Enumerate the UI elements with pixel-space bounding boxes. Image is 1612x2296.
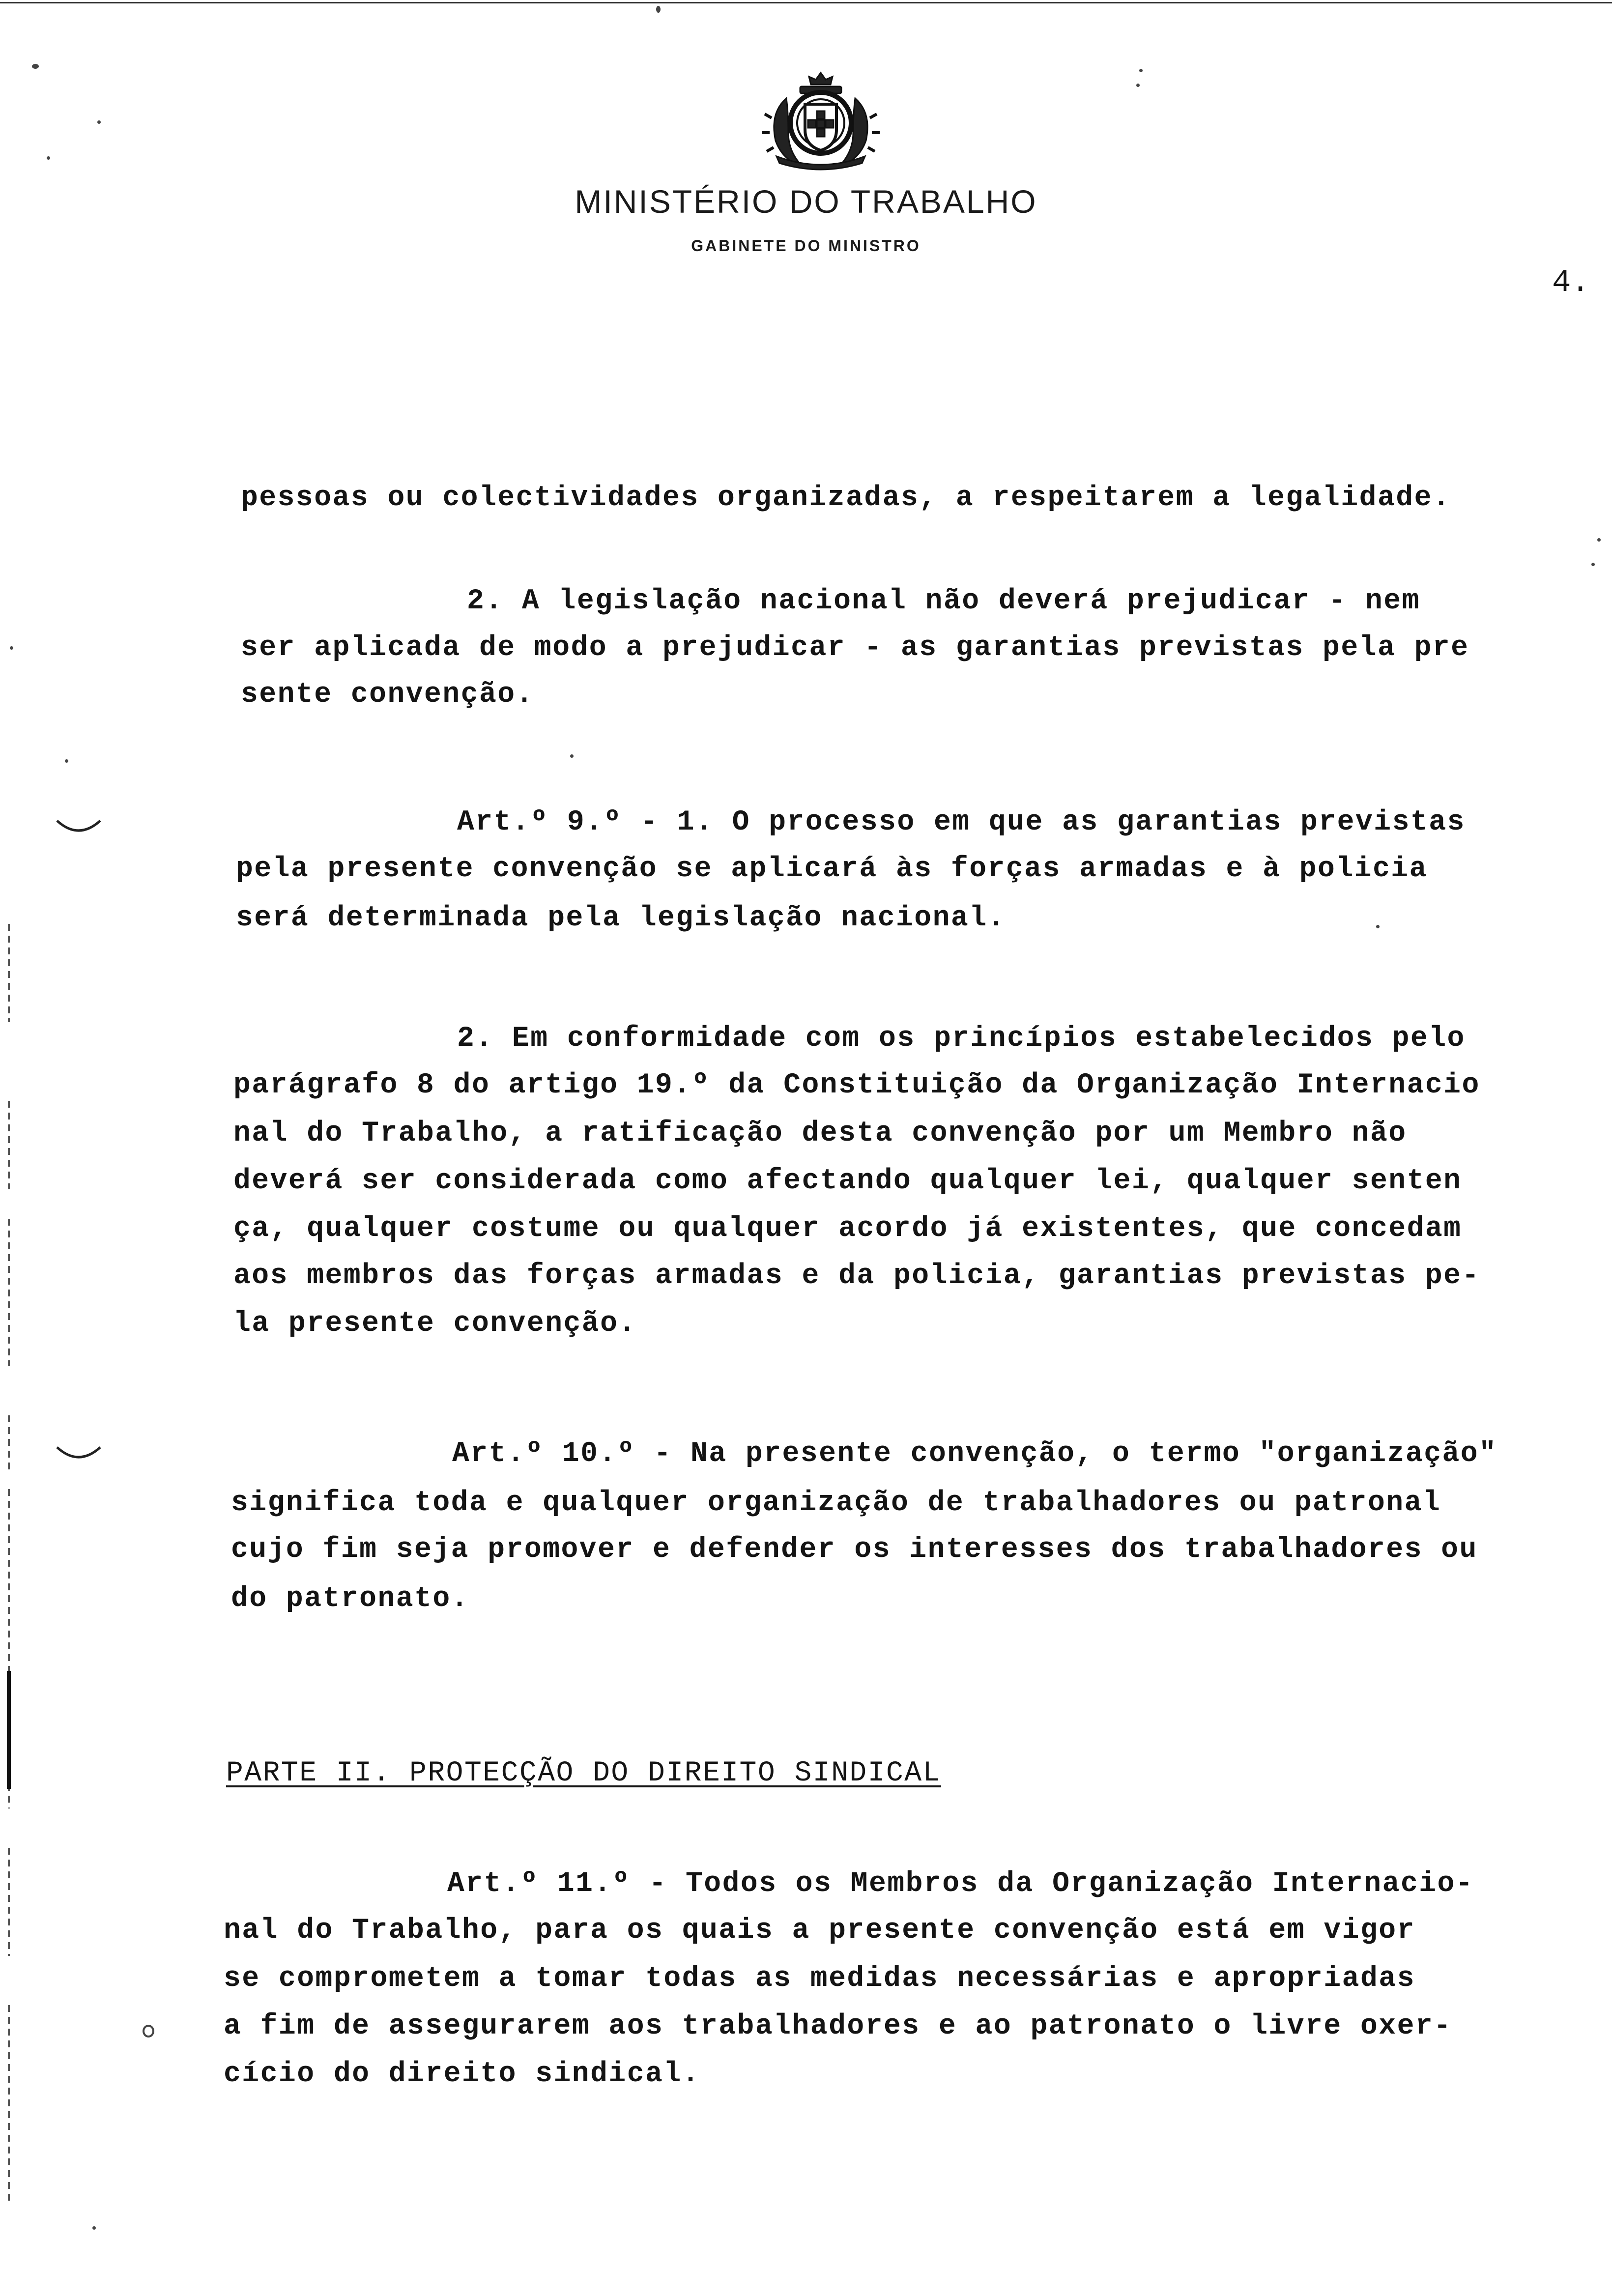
text-line: 2. Em conformidade com os princípios estabelecidos pelo xyxy=(457,1023,1466,1055)
text-line: ser aplicada de modo a prejudicar - as garantias previstas pela pre xyxy=(241,632,1469,664)
text-line: ça, qualquer costume ou qualquer acordo já existentes, que concedam xyxy=(233,1213,1462,1245)
text-line: pela presente convenção se aplicará às forças armadas e à policia xyxy=(236,853,1428,885)
page-number: 4. xyxy=(1552,265,1590,301)
text-line: pessoas ou colectividades organizadas, a respeitarem a legalidade. xyxy=(241,482,1451,514)
speck xyxy=(92,2226,96,2230)
section-heading: PARTE II. PROTECÇÃO DO DIREITO SINDICAL xyxy=(226,1757,941,1789)
text-line: nal do Trabalho, a ratificação desta convenção por um Membro não xyxy=(233,1118,1407,1149)
speck xyxy=(1136,84,1140,87)
speck xyxy=(143,2025,154,2038)
speck xyxy=(656,6,661,13)
speck xyxy=(570,754,574,758)
text-line: nal do Trabalho, para os quais a presente convenção está em vigor xyxy=(224,1915,1415,1947)
punch-mark-icon xyxy=(54,816,103,840)
text-line: deverá ser considerada como afectando qualquer lei, qualquer senten xyxy=(233,1165,1462,1197)
text-line: do patronato. xyxy=(231,1583,469,1615)
text-line: significa toda e qualquer organização de trabalhadores ou patronal xyxy=(231,1487,1441,1519)
coat-of-arms-icon xyxy=(757,69,885,172)
speck xyxy=(1376,925,1380,928)
scan-edge-icon xyxy=(4,924,14,2202)
speck xyxy=(65,759,68,763)
text-line: cujo fim seja promover e defender os interesses dos trabalhadores ou xyxy=(231,1534,1478,1566)
top-rule xyxy=(0,2,1612,3)
speck xyxy=(1139,69,1143,72)
text-line: sente convenção. xyxy=(241,679,534,711)
text-line: a fim de assegurarem aos trabalhadores e ao patronato o livre oxer- xyxy=(224,2010,1452,2042)
speck xyxy=(32,64,39,69)
ministry-name: MINISTÉRIO DO TRABALHO xyxy=(575,183,1037,220)
speck xyxy=(97,120,101,124)
text-line: será determinada pela legislação nacional. xyxy=(236,902,1006,934)
text-line: Art.º 10.º - Na presente convenção, o termo "organização" xyxy=(452,1438,1497,1470)
speck xyxy=(1597,538,1601,542)
text-line: aos membros das forças armadas e da policia, garantias previstas pe- xyxy=(233,1260,1480,1292)
text-line: 2. A legislação nacional não deverá prejudicar - nem xyxy=(467,585,1420,617)
punch-mark-icon xyxy=(54,1442,103,1467)
text-line: Art.º 11.º - Todos os Membros da Organização Internacio- xyxy=(447,1868,1474,1900)
speck xyxy=(1591,563,1595,566)
text-line: parágrafo 8 do artigo 19.º da Constituição da Organização Internacio xyxy=(233,1069,1480,1101)
text-line: se comprometem a tomar todas as medidas necessárias e apropriadas xyxy=(224,1963,1415,1995)
text-line: la presente convenção. xyxy=(233,1308,637,1340)
speck xyxy=(10,646,13,650)
speck xyxy=(47,156,50,160)
cabinet-name: GABINETE DO MINISTRO xyxy=(691,237,921,255)
text-line: cício do direito sindical. xyxy=(224,2058,700,2090)
text-line: Art.º 9.º - 1. O processo em que as garantias previstas xyxy=(457,806,1466,838)
